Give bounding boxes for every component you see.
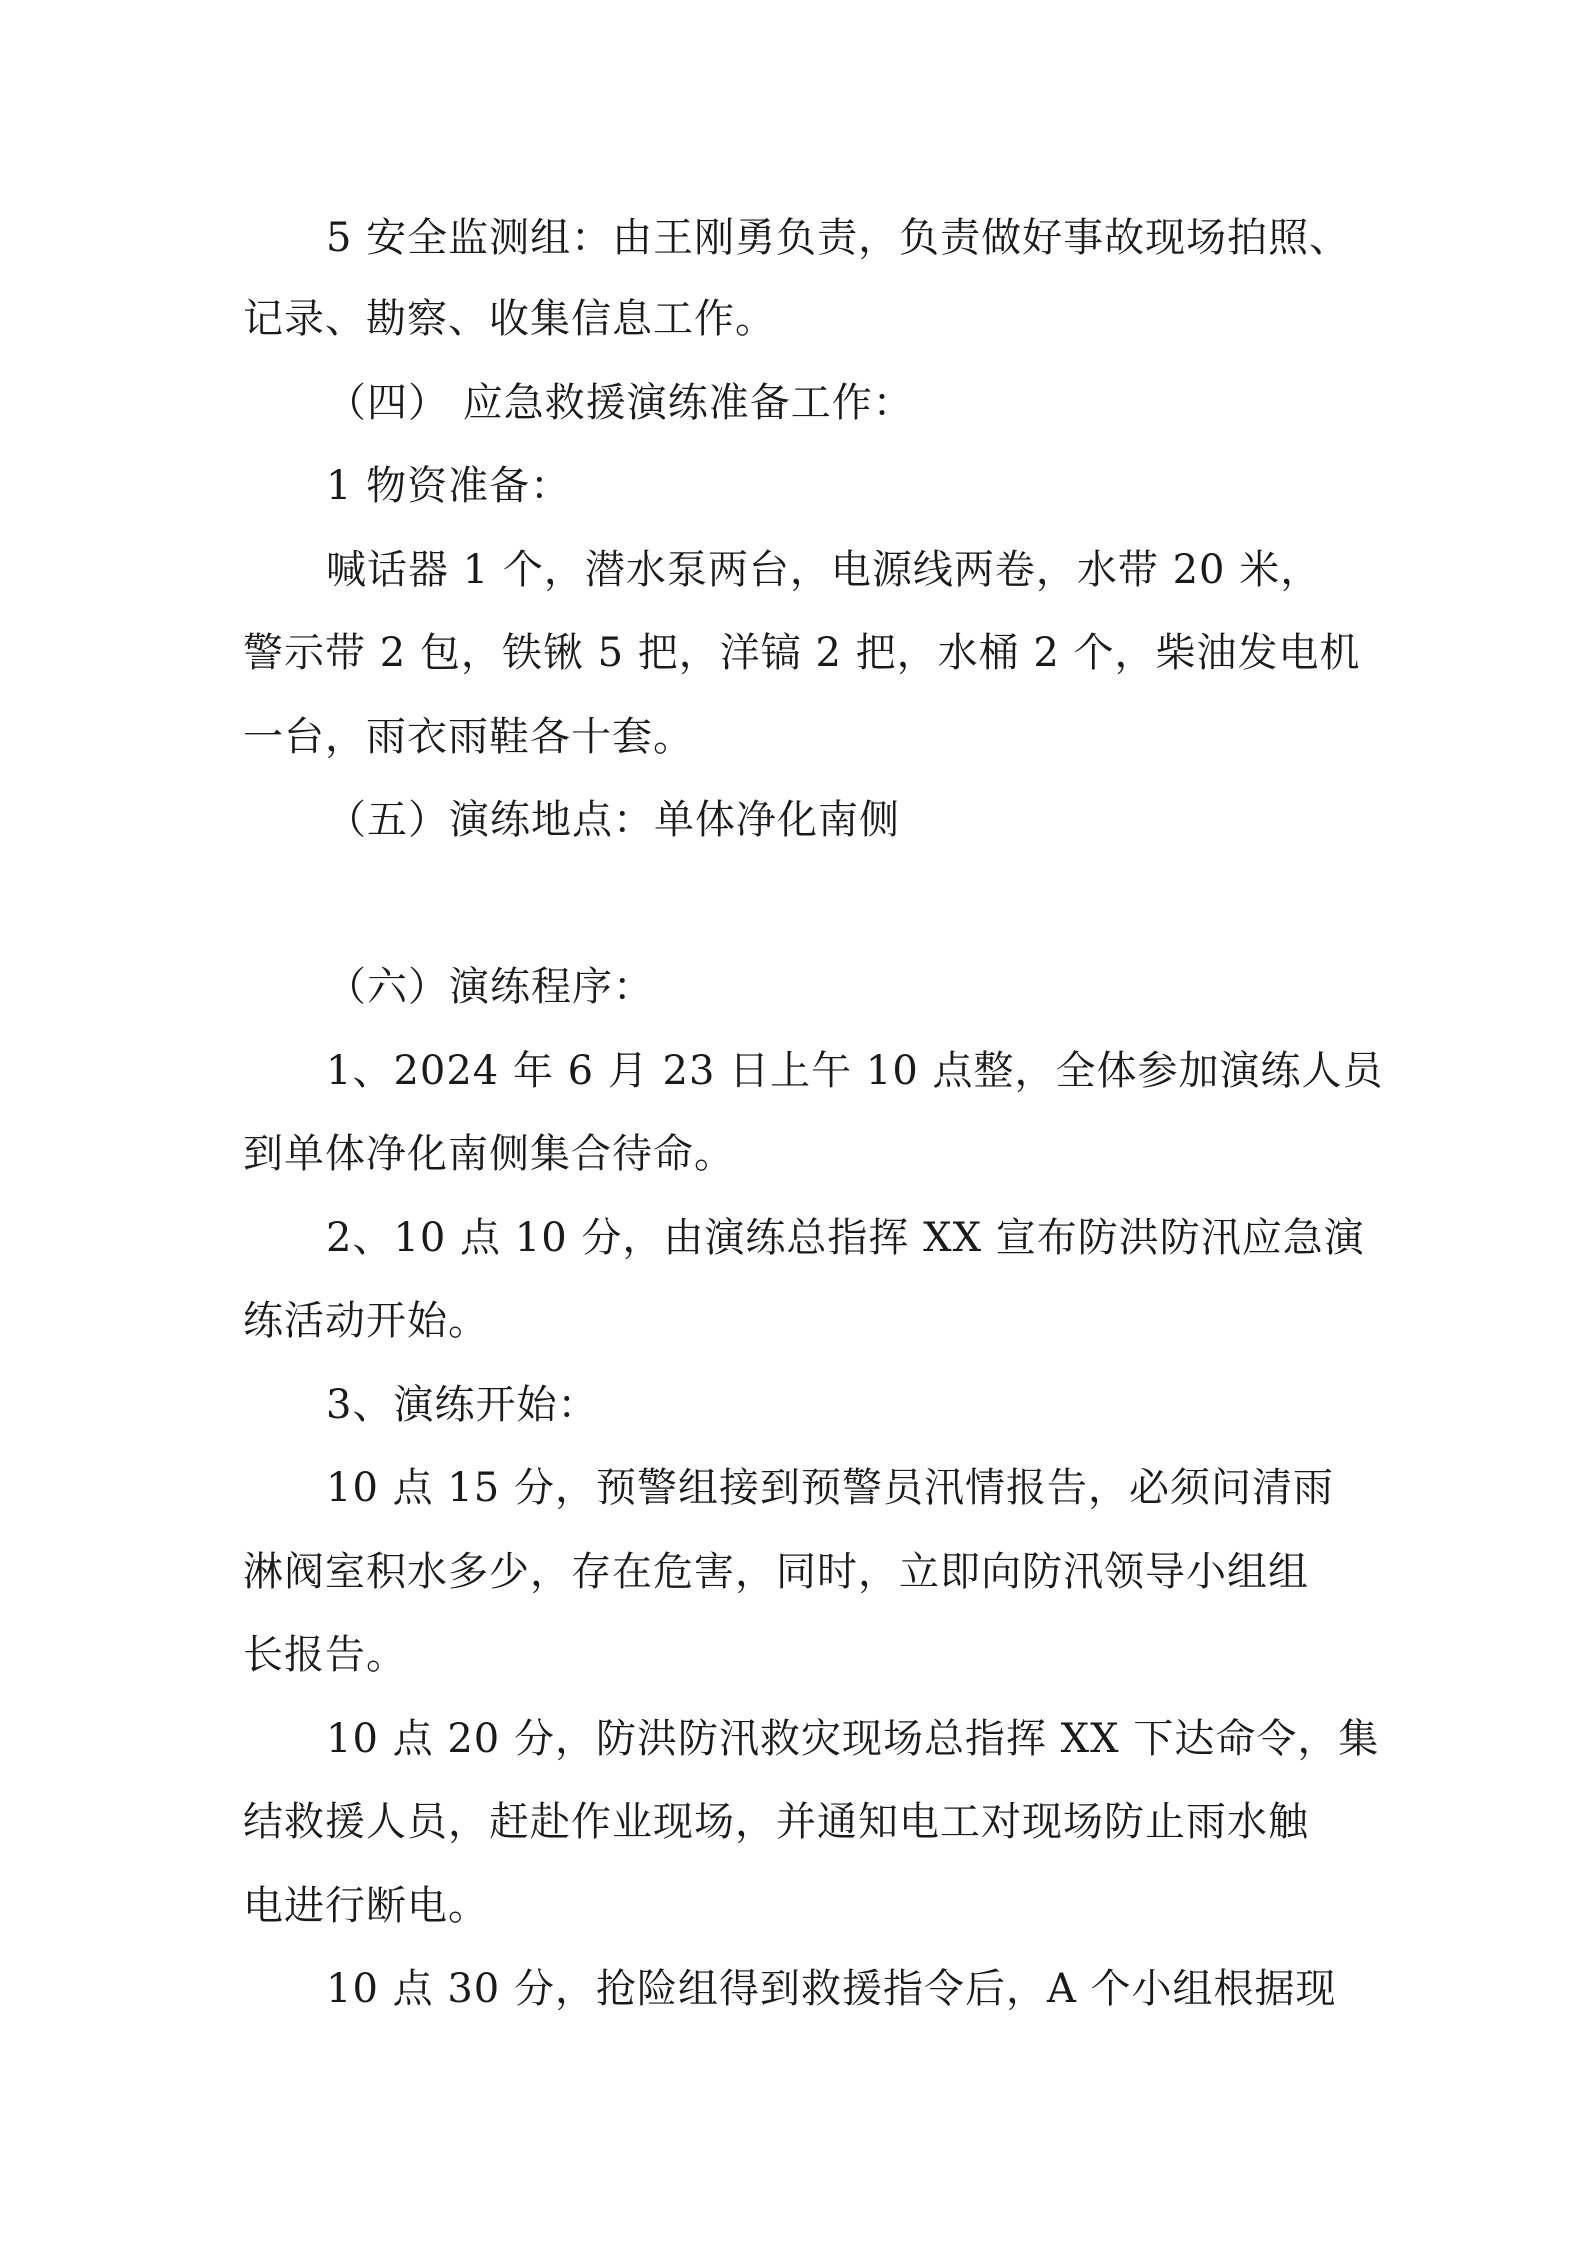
paragraph-line: 喊话器 1 个，潜水泵两台，电源线两卷，水带 20 米， [326, 547, 1322, 593]
paragraph-line: 3、演练开始： [326, 1382, 599, 1428]
paragraph-line: 练活动开始。 [243, 1298, 489, 1344]
paragraph-line: 警示带 2 包，铁锹 5 把，洋镐 2 把，水桶 2 个，柴油发电机 [243, 630, 1361, 676]
paragraph-line: 长报告。 [243, 1632, 407, 1678]
paragraph-line: 1、2024 年 6 月 23 日上午 10 点整，全体参加演练人员 [326, 1048, 1384, 1094]
paragraph-line: 10 点 30 分，抢险组得到救援指令后，A 个小组根据现 [326, 1966, 1337, 2012]
paragraph-line: 淋阀室积水多少，存在危害，同时，立即向防汛领导小组组 [243, 1549, 1309, 1595]
section-heading: （五）演练地点：单体净化南侧 [326, 797, 900, 843]
section-heading: （六）演练程序： [326, 964, 654, 1010]
paragraph-line: 记录、勘察、收集信息工作。 [243, 296, 776, 342]
paragraph-line: 1 物资准备： [326, 463, 572, 509]
paragraph-line: 结救援人员，赶赴作业现场，并通知电工对现场防止雨水触 [243, 1799, 1309, 1845]
paragraph-line: 5 安全监测组：由王刚勇负责，负责做好事故现场拍照、 [326, 215, 1351, 261]
paragraph-line: 电进行断电。 [243, 1883, 489, 1929]
section-heading: （四） 应急救援演练准备工作： [326, 380, 914, 426]
paragraph-line: 一台，雨衣雨鞋各十套。 [243, 714, 694, 760]
paragraph-line: 到单体净化南侧集合待命。 [243, 1131, 735, 1177]
paragraph-line: 10 点 20 分，防洪防汛救灾现场总指挥 XX 下达命令，集 [326, 1716, 1380, 1762]
paragraph-line: 2、10 点 10 分，由演练总指挥 XX 宣布防洪防汛应急演 [326, 1215, 1365, 1261]
paragraph-line: 10 点 15 分，预警组接到预警员汛情报告，必须问清雨 [326, 1465, 1334, 1511]
